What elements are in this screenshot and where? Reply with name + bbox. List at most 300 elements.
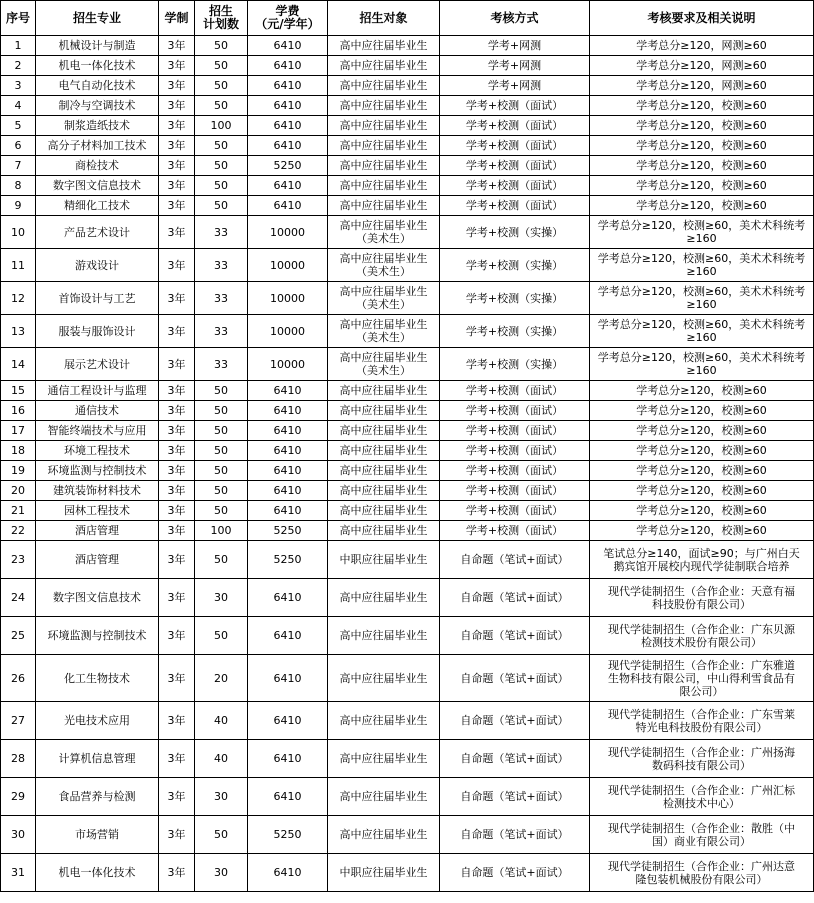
cell-method: 学考+校测（面试） (440, 481, 590, 501)
cell-major: 数字图文信息技术 (36, 579, 159, 617)
cell-target (328, 441, 440, 461)
header-duration: 学制 (159, 1, 195, 36)
target-line1: 高中应往届毕业生 (339, 179, 428, 192)
cell-method: 学考+网测 (440, 56, 590, 76)
cell-seq: 29 (1, 778, 36, 816)
cell-fee: 6410 (248, 136, 328, 156)
cell-requirements (590, 216, 814, 249)
cell-plan: 50 (195, 441, 248, 461)
cell-major: 园林工程技术 (36, 501, 159, 521)
cell-major: 光电技术应用 (36, 702, 159, 740)
cell-major: 市场营销 (36, 816, 159, 854)
cell-requirements (590, 702, 814, 740)
req-line3: 限公司） (679, 684, 724, 698)
cell-duration: 3年 (159, 282, 195, 315)
cell-method: 学考+校测（面试） (440, 116, 590, 136)
req-line1: 学考总分≥120，校测≥60，美术术科统考 (597, 219, 806, 232)
cell-method: 学考+校测（面试） (440, 421, 590, 441)
cell-method: 自命题（笔试+面试） (440, 617, 590, 655)
cell-duration: 3年 (159, 401, 195, 421)
cell-plan: 20 (195, 655, 248, 702)
cell-method: 自命题（笔试+面试） (440, 816, 590, 854)
cell-fee: 6410 (248, 36, 328, 56)
req-line1: 学考总分≥120，校测≥60 (636, 179, 767, 192)
req-line1: 学考总分≥120，网测≥60 (636, 39, 767, 52)
table-row (1, 401, 814, 421)
cell-seq: 26 (1, 655, 36, 702)
cell-requirements (590, 421, 814, 441)
cell-fee: 5250 (248, 521, 328, 541)
cell-duration: 3年 (159, 56, 195, 76)
table-row (1, 216, 814, 249)
cell-plan: 50 (195, 76, 248, 96)
req-line1: 笔试总分≥140，面试≥90；与广州白天 (603, 546, 800, 560)
cell-target (328, 521, 440, 541)
header-plan-line1: 招生 (208, 4, 233, 18)
header-target: 招生对象 (328, 1, 440, 36)
cell-method: 学考+校测（实操） (440, 249, 590, 282)
target-line1: 高中应往届毕业生 (339, 99, 428, 112)
table-row (1, 56, 814, 76)
req-line1: 学考总分≥120，校测≥60 (636, 404, 767, 417)
cell-seq: 9 (1, 196, 36, 216)
table-row (1, 282, 814, 315)
req-line2: ≥160 (686, 364, 717, 377)
target-line1: 高中应往届毕业生 (339, 79, 428, 92)
target-line1: 高中应往届毕业生 (339, 252, 428, 265)
cell-requirements (590, 176, 814, 196)
target-line1: 高中应往届毕业生 (339, 424, 428, 437)
table-row (1, 196, 814, 216)
target-line1: 高中应往届毕业生 (339, 119, 428, 132)
header-fee-line1: 学费 (275, 4, 300, 18)
cell-seq: 7 (1, 156, 36, 176)
target-line1: 高中应往届毕业生 (339, 139, 428, 152)
cell-requirements (590, 461, 814, 481)
cell-target (328, 116, 440, 136)
cell-seq: 18 (1, 441, 36, 461)
cell-duration: 3年 (159, 421, 195, 441)
target-line2: （美术生） (356, 232, 411, 245)
cell-requirements (590, 348, 814, 381)
cell-target (328, 216, 440, 249)
target-line1: 高中应往届毕业生 (339, 591, 428, 604)
cell-fee: 6410 (248, 702, 328, 740)
cell-duration: 3年 (159, 96, 195, 116)
req-line1: 现代学徒制招生（合作企业：广州汇标 (608, 783, 795, 797)
target-line1: 高中应往届毕业生 (339, 714, 428, 727)
cell-requirements (590, 816, 814, 854)
cell-requirements (590, 315, 814, 348)
target-line1: 高中应往届毕业生 (339, 752, 428, 765)
target-line1: 高中应往届毕业生 (339, 790, 428, 803)
header-method: 考核方式 (440, 1, 590, 36)
req-line1: 现代学徒制招生（合作企业：广东雅道 (608, 658, 795, 672)
target-line1: 高中应往届毕业生 (339, 39, 428, 52)
target-line1: 高中应往届毕业生 (339, 629, 428, 642)
cell-seq: 31 (1, 854, 36, 892)
req-line1: 学考总分≥120，校测≥60，美术术科统考 (597, 285, 806, 298)
table-row (1, 740, 814, 778)
table-row (1, 421, 814, 441)
cell-fee: 6410 (248, 501, 328, 521)
cell-major: 制冷与空调技术 (36, 96, 159, 116)
cell-duration: 3年 (159, 481, 195, 501)
cell-plan: 50 (195, 156, 248, 176)
target-line1: 高中应往届毕业生 (339, 199, 428, 212)
target-line1: 高中应往届毕业生 (339, 828, 428, 841)
cell-fee: 6410 (248, 401, 328, 421)
target-line1: 高中应往届毕业生 (339, 484, 428, 497)
table-row (1, 76, 814, 96)
req-line1: 现代学徒制招生（合作企业：广东贝源 (608, 622, 795, 636)
target-line1: 高中应往届毕业生 (339, 219, 428, 232)
cell-plan: 50 (195, 36, 248, 56)
table-row (1, 501, 814, 521)
cell-target (328, 156, 440, 176)
cell-seq: 15 (1, 381, 36, 401)
cell-plan: 100 (195, 521, 248, 541)
cell-method: 学考+校测（面试） (440, 521, 590, 541)
req-line1: 现代学徒制招生（合作企业：散胜（中 (608, 821, 795, 835)
table-row (1, 655, 814, 702)
cell-duration: 3年 (159, 36, 195, 56)
header-seq: 序号 (1, 1, 36, 36)
cell-fee: 6410 (248, 176, 328, 196)
cell-seq: 30 (1, 816, 36, 854)
cell-plan: 33 (195, 249, 248, 282)
cell-requirements (590, 481, 814, 501)
cell-method: 自命题（笔试+面试） (440, 854, 590, 892)
cell-requirements (590, 579, 814, 617)
cell-requirements (590, 136, 814, 156)
cell-target (328, 196, 440, 216)
cell-major: 食品营养与检测 (36, 778, 159, 816)
cell-major: 服装与服饰设计 (36, 315, 159, 348)
req-line1: 现代学徒制招生（合作企业：广东雪莱 (608, 707, 795, 721)
cell-target (328, 854, 440, 892)
table-row (1, 315, 814, 348)
cell-plan: 33 (195, 216, 248, 249)
cell-requirements (590, 76, 814, 96)
req-line2: 特光电科技股份有限公司） (635, 720, 768, 734)
cell-plan: 33 (195, 282, 248, 315)
cell-method: 自命题（笔试+面试） (440, 740, 590, 778)
cell-requirements (590, 521, 814, 541)
cell-fee: 6410 (248, 617, 328, 655)
cell-plan: 30 (195, 579, 248, 617)
cell-duration: 3年 (159, 176, 195, 196)
cell-plan: 33 (195, 315, 248, 348)
cell-plan: 50 (195, 481, 248, 501)
cell-duration: 3年 (159, 617, 195, 655)
cell-fee: 6410 (248, 196, 328, 216)
header-fee-line2: （元/学年） (255, 17, 320, 31)
req-line1: 现代学徒制招生（合作企业：天意有福 (608, 584, 795, 598)
cell-target (328, 461, 440, 481)
cell-seq: 11 (1, 249, 36, 282)
table-body (1, 36, 814, 892)
cell-method: 自命题（笔试+面试） (440, 778, 590, 816)
cell-plan: 50 (195, 541, 248, 579)
cell-fee: 6410 (248, 56, 328, 76)
cell-major: 化工生物技术 (36, 655, 159, 702)
cell-seq: 14 (1, 348, 36, 381)
cell-major: 智能终端技术与应用 (36, 421, 159, 441)
cell-major: 机械设计与制造 (36, 36, 159, 56)
cell-target (328, 136, 440, 156)
req-line1: 学考总分≥120，校测≥60，美术术科统考 (597, 318, 806, 331)
target-line1: 高中应往届毕业生 (339, 444, 428, 457)
table-row (1, 617, 814, 655)
cell-fee: 6410 (248, 461, 328, 481)
cell-requirements (590, 282, 814, 315)
cell-requirements (590, 501, 814, 521)
cell-method: 学考+网测 (440, 36, 590, 56)
cell-seq: 8 (1, 176, 36, 196)
target-line1: 中职应往届毕业生 (339, 866, 428, 879)
cell-fee: 6410 (248, 116, 328, 136)
cell-method: 学考+校测（面试） (440, 441, 590, 461)
table-row (1, 156, 814, 176)
cell-duration: 3年 (159, 740, 195, 778)
cell-fee: 10000 (248, 216, 328, 249)
cell-target (328, 541, 440, 579)
cell-duration: 3年 (159, 655, 195, 702)
table-row (1, 381, 814, 401)
cell-method: 自命题（笔试+面试） (440, 655, 590, 702)
req-line1: 学考总分≥120，网测≥60 (636, 59, 767, 72)
cell-plan: 50 (195, 176, 248, 196)
cell-seq: 23 (1, 541, 36, 579)
cell-fee: 10000 (248, 249, 328, 282)
cell-plan: 100 (195, 116, 248, 136)
header-plan-line2: 计划数 (202, 17, 239, 31)
cell-requirements (590, 541, 814, 579)
cell-seq: 22 (1, 521, 36, 541)
table-row (1, 521, 814, 541)
cell-seq: 1 (1, 36, 36, 56)
cell-major: 数字图文信息技术 (36, 176, 159, 196)
table-row (1, 541, 814, 579)
target-line2: （美术生） (356, 298, 411, 311)
cell-method: 学考+校测（面试） (440, 96, 590, 116)
cell-method: 学考+网测 (440, 76, 590, 96)
cell-major: 通信工程设计与监理 (36, 381, 159, 401)
header-requirements: 考核要求及相关说明 (590, 1, 814, 36)
req-line1: 学考总分≥120，校测≥60 (636, 139, 767, 152)
cell-major: 高分子材料加工技术 (36, 136, 159, 156)
cell-plan: 50 (195, 381, 248, 401)
target-line1: 高中应往届毕业生 (339, 504, 428, 517)
target-line1: 高中应往届毕业生 (339, 671, 428, 685)
cell-major: 展示艺术设计 (36, 348, 159, 381)
table-row (1, 461, 814, 481)
req-line2: 检测技术股份有限公司） (641, 635, 762, 649)
cell-requirements (590, 740, 814, 778)
cell-duration: 3年 (159, 348, 195, 381)
cell-target (328, 501, 440, 521)
cell-duration: 3年 (159, 249, 195, 282)
req-line2: 科技股份有限公司） (652, 597, 751, 611)
table-row (1, 579, 814, 617)
req-line1: 学考总分≥120，校测≥60 (636, 159, 767, 172)
cell-major: 精细化工技术 (36, 196, 159, 216)
cell-duration: 3年 (159, 136, 195, 156)
req-line1: 学考总分≥120，校测≥60，美术术科统考 (597, 351, 806, 364)
cell-seq: 21 (1, 501, 36, 521)
cell-target (328, 381, 440, 401)
cell-method: 学考+校测（面试） (440, 501, 590, 521)
target-line1: 高中应往届毕业生 (339, 464, 428, 477)
cell-plan: 30 (195, 854, 248, 892)
cell-duration: 3年 (159, 441, 195, 461)
cell-fee: 5250 (248, 541, 328, 579)
cell-fee: 6410 (248, 421, 328, 441)
req-line1: 学考总分≥120，校测≥60 (636, 199, 767, 212)
cell-method: 学考+校测（面试） (440, 176, 590, 196)
table-row (1, 36, 814, 56)
cell-requirements (590, 96, 814, 116)
cell-target (328, 655, 440, 702)
cell-method: 学考+校测（面试） (440, 156, 590, 176)
table-row (1, 441, 814, 461)
target-line2: （美术生） (356, 364, 411, 377)
table-header-row (1, 1, 814, 36)
cell-fee: 6410 (248, 579, 328, 617)
req-line1: 学考总分≥120，校测≥60 (636, 99, 767, 112)
cell-duration: 3年 (159, 541, 195, 579)
cell-major: 酒店管理 (36, 541, 159, 579)
target-line2: （美术生） (356, 331, 411, 344)
cell-duration: 3年 (159, 76, 195, 96)
cell-seq: 5 (1, 116, 36, 136)
cell-requirements (590, 36, 814, 56)
cell-major: 游戏设计 (36, 249, 159, 282)
cell-plan: 50 (195, 96, 248, 116)
cell-target (328, 778, 440, 816)
cell-plan: 50 (195, 56, 248, 76)
cell-duration: 3年 (159, 702, 195, 740)
cell-fee: 6410 (248, 96, 328, 116)
cell-target (328, 816, 440, 854)
cell-target (328, 421, 440, 441)
cell-major: 环境监测与控制技术 (36, 461, 159, 481)
cell-requirements (590, 655, 814, 702)
table-row (1, 136, 814, 156)
cell-fee: 6410 (248, 778, 328, 816)
cell-seq: 2 (1, 56, 36, 76)
cell-duration: 3年 (159, 461, 195, 481)
target-line1: 高中应往届毕业生 (339, 351, 428, 364)
cell-plan: 50 (195, 617, 248, 655)
cell-target (328, 176, 440, 196)
cell-plan: 30 (195, 778, 248, 816)
cell-seq: 3 (1, 76, 36, 96)
target-line1: 高中应往届毕业生 (339, 524, 428, 537)
target-line1: 高中应往届毕业生 (339, 59, 428, 72)
cell-plan: 50 (195, 136, 248, 156)
cell-requirements (590, 156, 814, 176)
target-line1: 高中应往届毕业生 (339, 285, 428, 298)
req-line1: 学考总分≥120，校测≥60，美术术科统考 (597, 252, 806, 265)
cell-target (328, 401, 440, 421)
cell-major: 机电一体化技术 (36, 56, 159, 76)
cell-major: 通信技术 (36, 401, 159, 421)
header-major: 招生专业 (36, 1, 159, 36)
req-line1: 学考总分≥120，网测≥60 (636, 79, 767, 92)
table-row (1, 96, 814, 116)
cell-target (328, 702, 440, 740)
cell-major: 首饰设计与工艺 (36, 282, 159, 315)
cell-target (328, 579, 440, 617)
cell-duration: 3年 (159, 315, 195, 348)
cell-method: 自命题（笔试+面试） (440, 702, 590, 740)
cell-fee: 6410 (248, 655, 328, 702)
req-line1: 学考总分≥120，校测≥60 (636, 119, 767, 132)
cell-duration: 3年 (159, 778, 195, 816)
req-line2: 隆包装机械股份有限公司） (635, 872, 768, 886)
table-row (1, 816, 814, 854)
cell-method: 学考+校测（面试） (440, 461, 590, 481)
cell-plan: 50 (195, 461, 248, 481)
cell-plan: 50 (195, 421, 248, 441)
header-plan (195, 1, 248, 36)
cell-target (328, 56, 440, 76)
table-row (1, 348, 814, 381)
cell-target (328, 249, 440, 282)
cell-fee: 10000 (248, 282, 328, 315)
table-row (1, 702, 814, 740)
cell-fee: 6410 (248, 76, 328, 96)
cell-duration: 3年 (159, 216, 195, 249)
target-line1: 高中应往届毕业生 (339, 159, 428, 172)
req-line1: 现代学徒制招生（合作企业：广州扬海 (608, 745, 795, 759)
cell-fee: 5250 (248, 816, 328, 854)
cell-target (328, 481, 440, 501)
cell-requirements (590, 401, 814, 421)
cell-fee: 10000 (248, 315, 328, 348)
cell-seq: 24 (1, 579, 36, 617)
cell-seq: 27 (1, 702, 36, 740)
cell-plan: 40 (195, 702, 248, 740)
req-line2: ≥160 (686, 298, 717, 311)
cell-requirements (590, 116, 814, 136)
cell-target (328, 348, 440, 381)
req-line2: 生物科技有限公司，中山得利雪食品有 (608, 671, 795, 685)
cell-duration: 3年 (159, 501, 195, 521)
cell-major: 建筑装饰材料技术 (36, 481, 159, 501)
cell-method: 学考+校测（实操） (440, 348, 590, 381)
cell-plan: 50 (195, 401, 248, 421)
req-line2: 鹅宾馆开展校内现代学徒制联合培养 (613, 559, 790, 573)
cell-major: 机电一体化技术 (36, 854, 159, 892)
cell-duration: 3年 (159, 521, 195, 541)
req-line2: ≥160 (686, 331, 717, 344)
table-row (1, 249, 814, 282)
target-line1: 高中应往届毕业生 (339, 384, 428, 397)
cell-seq: 17 (1, 421, 36, 441)
cell-target (328, 36, 440, 56)
cell-seq: 19 (1, 461, 36, 481)
cell-requirements (590, 778, 814, 816)
cell-requirements (590, 381, 814, 401)
cell-seq: 12 (1, 282, 36, 315)
cell-requirements (590, 854, 814, 892)
cell-major: 电气自动化技术 (36, 76, 159, 96)
cell-requirements (590, 441, 814, 461)
cell-seq: 10 (1, 216, 36, 249)
